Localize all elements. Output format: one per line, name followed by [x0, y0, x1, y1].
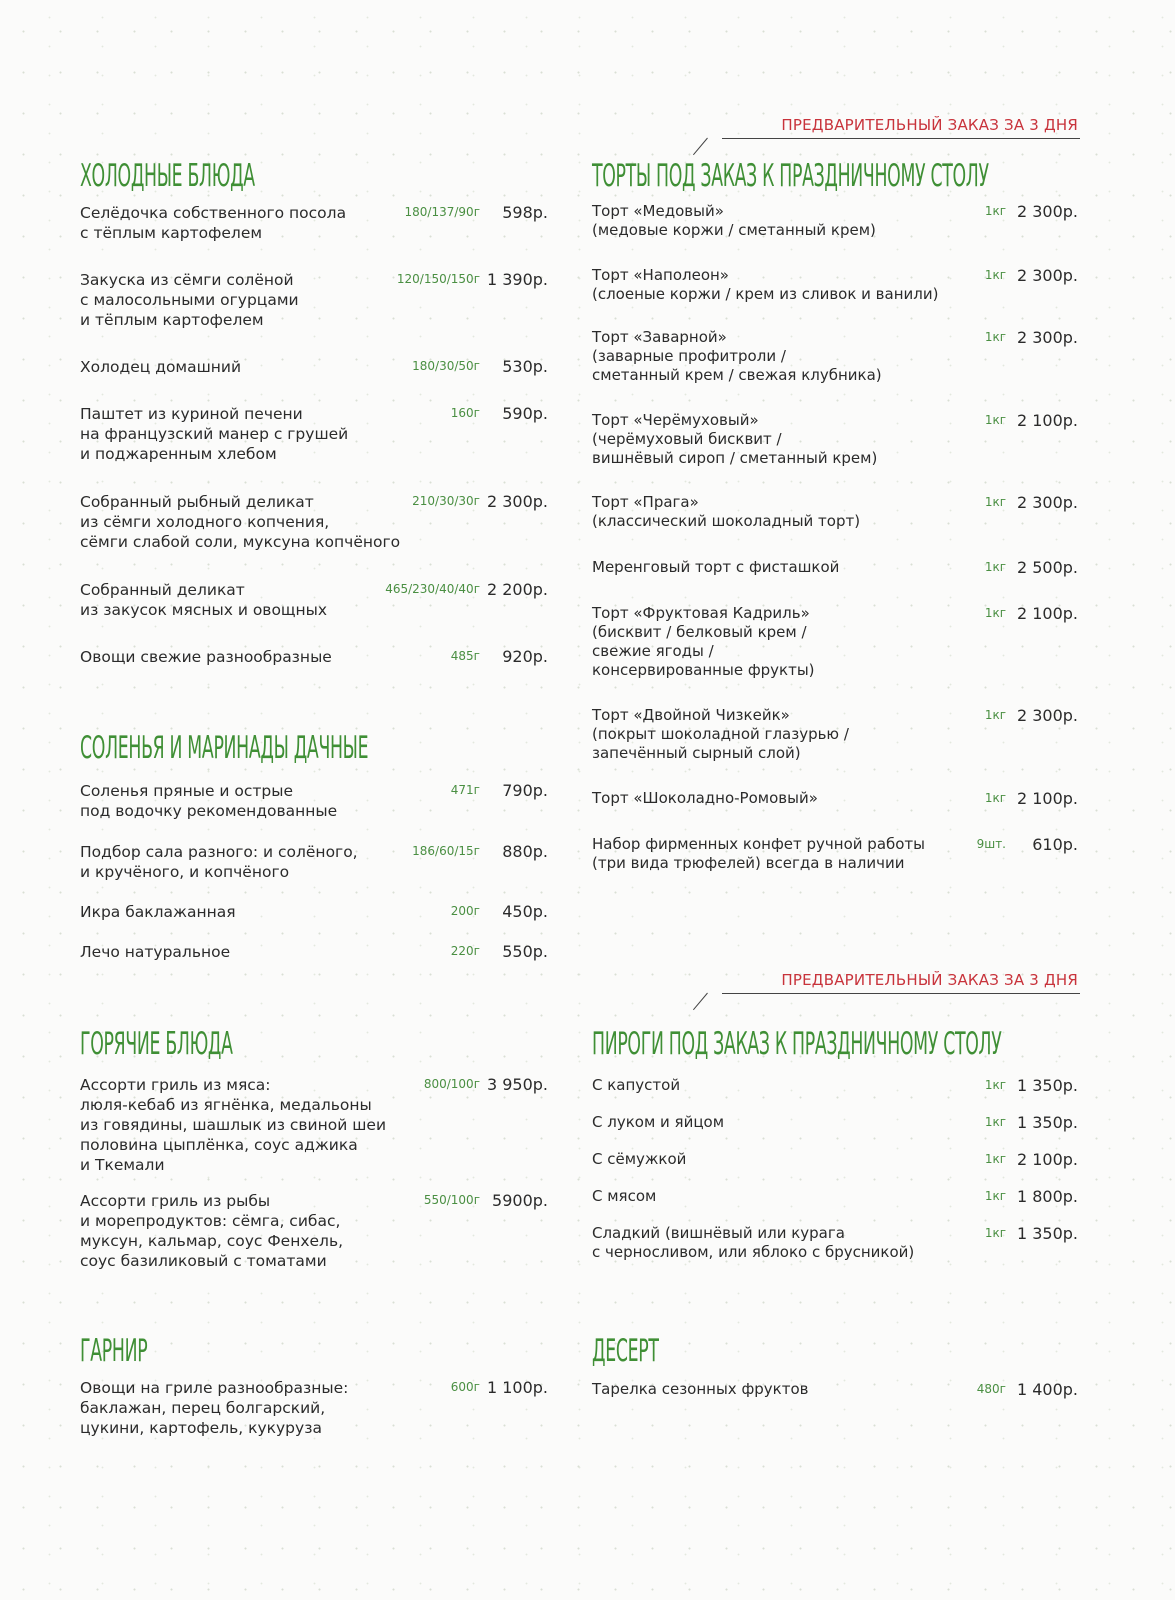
item-name: С капустой [592, 1076, 681, 1094]
item-weight: 1кг [984, 495, 1006, 509]
item-weight: 471г [450, 783, 480, 797]
item-name: С сёмужкой [592, 1150, 687, 1168]
item-price: 5900р. [492, 1191, 548, 1210]
item-name: Овощи свежие разнообразные [80, 648, 332, 666]
item-price: 1 390р. [486, 270, 548, 289]
item-name: Торт «Наполеон» (слоеные коржи / крем из сливок и ванили) [592, 266, 939, 303]
item-price: 2 300р. [1016, 328, 1078, 347]
item-price: 790р. [502, 781, 548, 800]
section-pies [592, 1026, 1080, 1062]
item-weight: 160г [450, 406, 480, 420]
item-price: 1 800р. [1016, 1187, 1078, 1206]
item-price: 1 350р. [1016, 1113, 1078, 1132]
item-price: 2 300р. [1016, 202, 1078, 221]
item-name: Ассорти гриль из рыбы и морепродуктов: сёмга, сибас, муксун, кальмар, соус Фенхель, соус базиликовый с томатами [80, 1192, 344, 1270]
item-weight: 220г [450, 944, 480, 958]
item-name: Торт «Прага» (классический шоколадный торт) [592, 493, 861, 530]
preorder-underline-tail [693, 993, 708, 1010]
item-price: 1 350р. [1016, 1076, 1078, 1095]
section-title-dessert: ДЕСЕРТ [592, 1333, 659, 1369]
item-name: Селёдочка собственного посола с тёплым картофелем [80, 204, 347, 242]
preorder-notice [704, 116, 1080, 148]
item-name: Собранный рыбный деликат из сёмги холодного копчения, сёмги слабой соли, муксуна копчёного [80, 493, 401, 551]
item-name: Торт «Фруктовая Кадриль» (бисквит / белковый крем / свежие ягоды / консервированные фрукты) [592, 604, 815, 679]
item-price: 450р. [502, 902, 548, 921]
section-hot-dishes [80, 1026, 550, 1062]
item-name: Набор фирменных конфет ручной работы (три вида трюфелей) всегда в наличии [592, 835, 926, 872]
item-name: С мясом [592, 1187, 657, 1205]
section-title-pickles: СОЛЕНЬЯ И МАРИНАДЫ ДАЧНЫЕ [80, 730, 369, 766]
item-price: 1 400р. [1016, 1380, 1078, 1399]
item-weight: 1кг [984, 268, 1006, 282]
item-weight: 1кг [984, 1078, 1006, 1092]
item-price: 2 300р. [1016, 493, 1078, 512]
item-weight: 1кг [984, 1152, 1006, 1166]
item-weight: 550/100г [423, 1193, 480, 1207]
item-weight: 1кг [984, 330, 1006, 344]
item-weight: 180/30/50г [412, 359, 480, 373]
item-price: 3 950р. [486, 1075, 548, 1094]
item-weight: 1кг [984, 791, 1006, 805]
section-cakes [592, 158, 1080, 194]
item-price: 2 100р. [1016, 604, 1078, 623]
item-name: Закуска из сёмги солёной с малосольными огурцами и тёплым картофелем [80, 271, 299, 329]
item-name: Соленья пряные и острые под водочку рекомендованные [80, 782, 338, 820]
section-title-cakes: ТОРТЫ ПОД ЗАКАЗ К ПРАЗДНИЧНОМУ СТОЛУ [592, 158, 989, 194]
item-name: Торт «Двойной Чизкейк» (покрыт шоколадной глазурью / запечённый сырный слой) [592, 706, 849, 762]
item-name: Холодец домашний [80, 358, 242, 376]
item-weight: 9шт. [976, 837, 1006, 851]
item-weight: 1кг [984, 708, 1006, 722]
item-weight: 1кг [984, 413, 1006, 427]
item-price: 1 100р. [486, 1378, 548, 1397]
item-weight: 180/137/90г [404, 205, 480, 219]
item-price: 530р. [502, 357, 548, 376]
item-price: 2 200р. [486, 580, 548, 599]
item-weight: 485г [450, 649, 480, 663]
item-price: 2 500р. [1016, 558, 1078, 577]
item-price: 550р. [502, 942, 548, 961]
item-name: Торт «Шоколадно-Ромовый» [592, 789, 818, 807]
item-weight: 600г [450, 1380, 480, 1394]
item-weight: 1кг [984, 560, 1006, 574]
item-weight: 480г [976, 1382, 1006, 1396]
item-name: Подбор сала разного: и солёного, и кручёного, и копчёного [80, 843, 358, 881]
section-title-cold-dishes: ХОЛОДНЫЕ БЛЮДА [80, 158, 255, 194]
item-weight: 1кг [984, 1115, 1006, 1129]
item-price: 2 300р. [486, 492, 548, 511]
item-weight: 1кг [984, 204, 1006, 218]
item-name: Торт «Черёмуховый» (черёмуховый бисквит / вишнёвый сироп / сметанный крем) [592, 411, 878, 467]
section-title-hot-dishes: ГОРЯЧИЕ БЛЮДА [80, 1026, 233, 1062]
item-weight: 120/150/150г [396, 272, 480, 286]
item-name: Меренговый торт с фисташкой [592, 558, 840, 576]
preorder-underline [722, 138, 1080, 139]
preorder-notice [704, 971, 1080, 1003]
item-name: Лечо натуральное [80, 943, 231, 961]
item-weight: 1кг [984, 606, 1006, 620]
item-name: Торт «Заварной» (заварные профитроли / сметанный крем / свежая клубника) [592, 328, 882, 384]
section-cold-dishes [80, 158, 550, 194]
preorder-underline [722, 993, 1080, 994]
item-weight: 200г [450, 904, 480, 918]
item-price: 2 300р. [1016, 266, 1078, 285]
item-weight: 465/230/40/40г [385, 582, 480, 596]
item-price: 2 100р. [1016, 411, 1078, 430]
item-name: Сладкий (вишнёвый или курага с черносливом, или яблоко с брусникой) [592, 1224, 915, 1261]
section-dessert [592, 1333, 1080, 1369]
item-name: Торт «Медовый» (медовые коржи / сметанный крем) [592, 202, 876, 239]
item-price: 920р. [502, 647, 548, 666]
item-name: Тарелка сезонных фруктов [592, 1380, 809, 1398]
preorder-underline-tail [693, 138, 708, 155]
item-price: 2 300р. [1016, 706, 1078, 725]
item-weight: 1кг [984, 1226, 1006, 1240]
item-price: 880р. [502, 842, 548, 861]
item-name: Паштет из куриной печени на французский манер с грушей и поджаренным хлебом [80, 405, 349, 463]
item-weight: 210/30/30г [412, 494, 480, 508]
item-price: 610р. [1032, 835, 1078, 854]
section-garnish [80, 1333, 550, 1369]
item-price: 598р. [502, 203, 548, 222]
item-weight: 800/100г [423, 1077, 480, 1091]
item-price: 2 100р. [1016, 1150, 1078, 1169]
section-pickles [80, 730, 550, 766]
item-price: 2 100р. [1016, 789, 1078, 808]
item-name: С луком и яйцом [592, 1113, 725, 1131]
item-name: Икра баклажанная [80, 903, 236, 921]
preorder-text: ПРЕДВАРИТЕЛЬНЫЙ ЗАКАЗ ЗА 3 ДНЯ [781, 971, 1078, 989]
item-name: Ассорти гриль из мяса: люля-кебаб из ягнёнка, медальоны из говядины, шашлык из свиной шеи половина цыплёнка, соус аджика и Ткемали [80, 1076, 387, 1174]
item-weight: 1кг [984, 1189, 1006, 1203]
item-price: 1 350р. [1016, 1224, 1078, 1243]
item-price: 590р. [502, 404, 548, 423]
section-title-garnish: ГАРНИР [80, 1333, 148, 1369]
item-name: Собранный деликат из закусок мясных и овощных [80, 581, 328, 619]
preorder-text: ПРЕДВАРИТЕЛЬНЫЙ ЗАКАЗ ЗА 3 ДНЯ [781, 116, 1078, 134]
item-name: Овощи на гриле разнообразные: баклажан, перец болгарский, цукини, картофель, кукуруза [80, 1379, 349, 1437]
item-weight: 186/60/15г [412, 844, 480, 858]
section-title-pies: ПИРОГИ ПОД ЗАКАЗ К ПРАЗДНИЧНОМУ СТОЛУ [592, 1026, 1002, 1062]
